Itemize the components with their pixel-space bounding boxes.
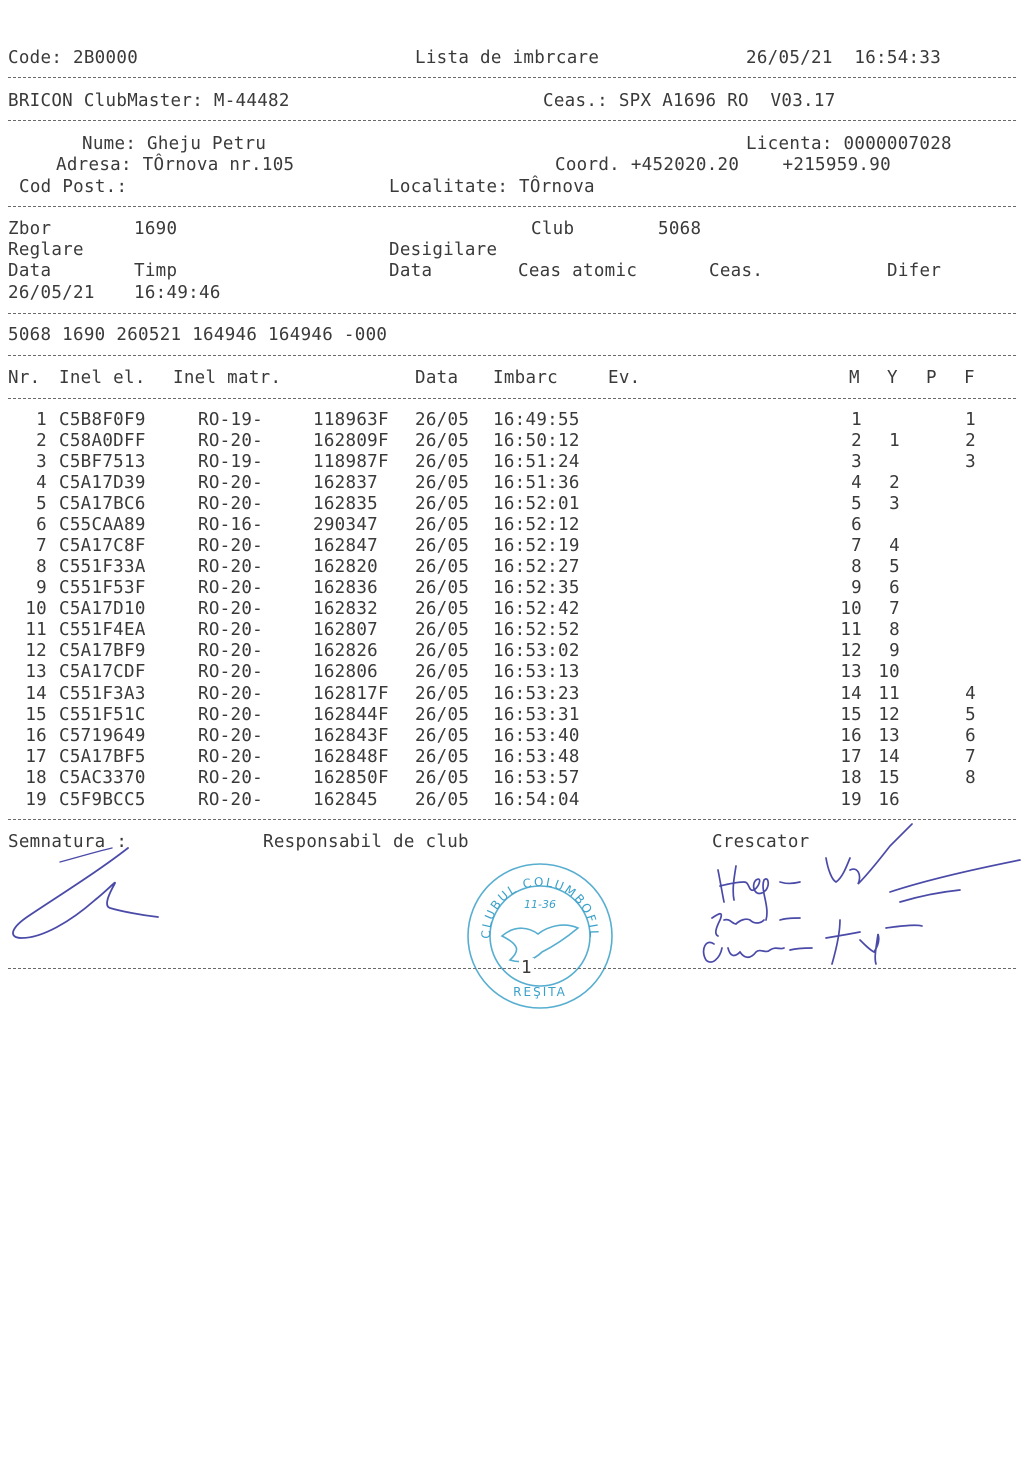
print-datetime: 26/05/21 16:54:33: [746, 48, 942, 68]
row-nr: 8: [36, 557, 47, 577]
column-header-imbarc: Imbarc: [493, 368, 559, 388]
stamp-code: 11-36: [524, 898, 556, 911]
row-date: 26/05: [415, 578, 470, 598]
row-y: 13: [878, 726, 900, 746]
row-m: 13: [840, 662, 862, 682]
table-row: [0, 557, 1024, 578]
column-header-p: P: [926, 368, 937, 388]
data-label: Data: [8, 261, 52, 281]
row-time: 16:51:36: [493, 473, 580, 493]
row-electronic-ring: C5A17CDF: [59, 662, 146, 682]
table-row: [0, 662, 1024, 683]
row-date: 26/05: [415, 473, 470, 493]
owner-license: Licenta: 0000007028: [746, 134, 952, 154]
sync-code-line: 5068 1690 260521 164946 164946 -000: [8, 325, 388, 345]
row-nr: 19: [25, 790, 47, 810]
row-ring-number: 162806: [313, 662, 379, 682]
row-date: 26/05: [415, 494, 470, 514]
owner-name: Nume: Gheju Petru: [82, 134, 267, 154]
row-time: 16:49:55: [493, 410, 580, 430]
timp-label: Timp: [134, 261, 178, 281]
row-ring-number: 162850F: [313, 768, 389, 788]
row-y: 4: [889, 536, 900, 556]
row-m: 15: [840, 705, 862, 725]
row-ring-number: 162848F: [313, 747, 389, 767]
row-m: 19: [840, 790, 862, 810]
club-number: 5068: [658, 219, 702, 239]
row-time: 16:53:57: [493, 768, 580, 788]
row-electronic-ring: C5B8F0F9: [59, 410, 146, 430]
row-time: 16:50:12: [493, 431, 580, 451]
row-date: 26/05: [415, 684, 470, 704]
row-ring-number: 162817F: [313, 684, 389, 704]
row-m: 6: [851, 515, 862, 535]
row-y: 3: [889, 494, 900, 514]
row-date: 26/05: [415, 599, 470, 619]
row-m: 3: [851, 452, 862, 472]
row-ring-number: 162843F: [313, 726, 389, 746]
row-date: 26/05: [415, 452, 470, 472]
row-date: 26/05: [415, 768, 470, 788]
owner-coordinates: Coord. +452020.20 +215959.90: [555, 155, 891, 175]
table-row: [0, 684, 1024, 705]
row-time: 16:51:24: [493, 452, 580, 472]
row-ring-prefix: RO-20-: [198, 431, 264, 451]
club-stamp: [462, 856, 618, 1016]
row-ring-prefix: RO-20-: [198, 768, 264, 788]
row-ring-number: 162809F: [313, 431, 389, 451]
row-electronic-ring: C5A17BF9: [59, 641, 146, 661]
row-time: 16:52:01: [493, 494, 580, 514]
row-f: 8: [965, 768, 976, 788]
set-time: 16:49:46: [134, 283, 221, 303]
row-nr: 16: [25, 726, 47, 746]
row-y: 8: [889, 620, 900, 640]
row-electronic-ring: C5AC3370: [59, 768, 146, 788]
table-row: [0, 494, 1024, 515]
row-time: 16:53:13: [493, 662, 580, 682]
clock-label: Ceas.: [709, 261, 764, 281]
row-f: 7: [965, 747, 976, 767]
row-ring-number: 118963F: [313, 410, 389, 430]
row-ring-prefix: RO-19-: [198, 452, 264, 472]
row-date: 26/05: [415, 410, 470, 430]
row-time: 16:52:12: [493, 515, 580, 535]
column-header-nr: Nr.: [8, 368, 41, 388]
column-header-f: F: [964, 368, 975, 388]
row-ring-prefix: RO-16-: [198, 515, 264, 535]
row-time: 16:53:40: [493, 726, 580, 746]
row-m: 14: [840, 684, 862, 704]
row-ring-prefix: RO-20-: [198, 641, 264, 661]
row-date: 26/05: [415, 641, 470, 661]
document-title: Lista de imbrcare: [415, 48, 600, 68]
row-time: 16:52:42: [493, 599, 580, 619]
row-electronic-ring: C5A17C8F: [59, 536, 146, 556]
row-nr: 6: [36, 515, 47, 535]
divider: [8, 206, 1016, 207]
row-time: 16:52:35: [493, 578, 580, 598]
row-electronic-ring: C5A17D10: [59, 599, 146, 619]
row-ring-number: 162826: [313, 641, 379, 661]
signature-label: Semnatura :: [8, 832, 128, 852]
row-ring-prefix: RO-20-: [198, 473, 264, 493]
row-y: 6: [889, 578, 900, 598]
flight-label: Zbor: [8, 219, 52, 239]
signature-image-right: [690, 820, 1024, 980]
row-y: 1: [889, 431, 900, 451]
row-ring-prefix: RO-20-: [198, 620, 264, 640]
row-ring-prefix: RO-20-: [198, 790, 264, 810]
row-nr: 3: [36, 452, 47, 472]
row-ring-number: 162845: [313, 790, 379, 810]
row-nr: 15: [25, 705, 47, 725]
row-ring-prefix: RO-20-: [198, 684, 264, 704]
row-nr: 13: [25, 662, 47, 682]
owner-address: Adresa: TÔrnova nr.105: [56, 155, 295, 175]
table-row: [0, 536, 1024, 557]
row-ring-number: 162836: [313, 578, 379, 598]
signature-image-left: [0, 840, 170, 950]
owner-postcode: Cod Post.:: [19, 177, 128, 197]
row-f: 2: [965, 431, 976, 451]
row-ring-prefix: RO-20-: [198, 578, 264, 598]
row-ring-prefix: RO-20-: [198, 747, 264, 767]
row-electronic-ring: C58A0DFF: [59, 431, 146, 451]
row-electronic-ring: C5A17BF5: [59, 747, 146, 767]
row-ring-prefix: RO-20-: [198, 599, 264, 619]
row-f: 5: [965, 705, 976, 725]
row-m: 5: [851, 494, 862, 514]
row-y: 11: [878, 684, 900, 704]
set-date: 26/05/21: [8, 283, 95, 303]
row-date: 26/05: [415, 705, 470, 725]
row-time: 16:54:04: [493, 790, 580, 810]
row-y: 7: [889, 599, 900, 619]
divider: [8, 355, 1016, 356]
row-date: 26/05: [415, 431, 470, 451]
row-nr: 17: [25, 747, 47, 767]
row-nr: 4: [36, 473, 47, 493]
table-row: [0, 452, 1024, 473]
row-ring-prefix: RO-19-: [198, 410, 264, 430]
row-date: 26/05: [415, 515, 470, 535]
row-electronic-ring: C5F9BCC5: [59, 790, 146, 810]
row-nr: 14: [25, 684, 47, 704]
row-electronic-ring: C551F53F: [59, 578, 146, 598]
row-f: 6: [965, 726, 976, 746]
row-nr: 10: [25, 599, 47, 619]
row-ring-number: 162835: [313, 494, 379, 514]
row-y: 14: [878, 747, 900, 767]
table-row: [0, 790, 1024, 811]
table-row: [0, 768, 1024, 789]
row-electronic-ring: C551F33A: [59, 557, 146, 577]
row-ring-number: 162820: [313, 557, 379, 577]
row-time: 16:52:27: [493, 557, 580, 577]
table-row: [0, 620, 1024, 641]
row-date: 26/05: [415, 662, 470, 682]
row-ring-prefix: RO-20-: [198, 494, 264, 514]
club-responsible-label: Responsabil de club: [263, 832, 469, 852]
row-ring-number: 162832: [313, 599, 379, 619]
row-y: 10: [878, 662, 900, 682]
row-date: 26/05: [415, 557, 470, 577]
row-ring-prefix: RO-20-: [198, 705, 264, 725]
column-header-ev: Ev.: [608, 368, 641, 388]
row-nr: 5: [36, 494, 47, 514]
row-ring-number: 162837: [313, 473, 379, 493]
row-time: 16:53:48: [493, 747, 580, 767]
stamp-top-text: CLUBUL COLUMBOFIL: [478, 874, 602, 940]
row-electronic-ring: C55CAA89: [59, 515, 146, 535]
atomic-clock-label: Ceas atomic: [518, 261, 638, 281]
difference-label: Difer: [887, 261, 942, 281]
row-nr: 1: [36, 410, 47, 430]
club-label: Club: [531, 219, 575, 239]
row-date: 26/05: [415, 790, 470, 810]
row-y: 16: [878, 790, 900, 810]
row-ring-number: 118987F: [313, 452, 389, 472]
row-nr: 7: [36, 536, 47, 556]
row-y: 5: [889, 557, 900, 577]
row-m: 7: [851, 536, 862, 556]
row-electronic-ring: C5A17D39: [59, 473, 146, 493]
row-electronic-ring: C551F51C: [59, 705, 146, 725]
row-m: 2: [851, 431, 862, 451]
row-date: 26/05: [415, 620, 470, 640]
row-y: 15: [878, 768, 900, 788]
row-ring-prefix: RO-20-: [198, 557, 264, 577]
row-nr: 2: [36, 431, 47, 451]
desigilare-label: Desigilare: [389, 240, 498, 260]
clock-info: Ceas.: SPX A1696 RO V03.17: [543, 91, 836, 111]
row-ring-number: 162847: [313, 536, 379, 556]
divider: [8, 968, 1016, 969]
column-header-y: Y: [887, 368, 898, 388]
row-time: 16:52:19: [493, 536, 580, 556]
row-f: 1: [965, 410, 976, 430]
stamp-bottom-text: REŞITA: [513, 985, 567, 999]
row-date: 26/05: [415, 726, 470, 746]
row-nr: 18: [25, 768, 47, 788]
reglare-label: Reglare: [8, 240, 84, 260]
row-m: 9: [851, 578, 862, 598]
breeder-label: Crescator: [712, 832, 810, 852]
row-m: 8: [851, 557, 862, 577]
table-row: [0, 705, 1024, 726]
column-header-data: Data: [415, 368, 459, 388]
row-m: 11: [840, 620, 862, 640]
row-m: 16: [840, 726, 862, 746]
row-m: 1: [851, 410, 862, 430]
table-row: [0, 515, 1024, 536]
row-ring-number: 162807: [313, 620, 379, 640]
table-row: [0, 431, 1024, 452]
row-electronic-ring: C551F3A3: [59, 684, 146, 704]
table-row: [0, 578, 1024, 599]
column-header-inel-matr: Inel matr.: [173, 368, 282, 388]
row-m: 4: [851, 473, 862, 493]
row-time: 16:53:02: [493, 641, 580, 661]
column-header-inel-el: Inel el.: [59, 368, 146, 388]
data-label: Data: [389, 261, 433, 281]
row-electronic-ring: C5BF7513: [59, 452, 146, 472]
table-row: [0, 410, 1024, 431]
row-time: 16:53:23: [493, 684, 580, 704]
row-nr: 12: [25, 641, 47, 661]
table-row: [0, 599, 1024, 620]
system-name: BRICON ClubMaster: M-44482: [8, 91, 290, 111]
row-m: 17: [840, 747, 862, 767]
page-number: 1: [521, 958, 532, 978]
row-f: 3: [965, 452, 976, 472]
table-row: [0, 726, 1024, 747]
row-time: 16:52:52: [493, 620, 580, 640]
row-electronic-ring: C551F4EA: [59, 620, 146, 640]
owner-locality: Localitate: TÔrnova: [389, 177, 595, 197]
table-row: [0, 747, 1024, 768]
row-ring-prefix: RO-20-: [198, 536, 264, 556]
row-date: 26/05: [415, 536, 470, 556]
divider: [8, 313, 1016, 314]
column-header-m: M: [849, 368, 860, 388]
row-y: 9: [889, 641, 900, 661]
row-y: 12: [878, 705, 900, 725]
row-electronic-ring: C5A17BC6: [59, 494, 146, 514]
flight-number: 1690: [134, 219, 178, 239]
row-m: 10: [840, 599, 862, 619]
row-ring-number: 290347: [313, 515, 379, 535]
divider: [8, 77, 1016, 78]
row-date: 26/05: [415, 747, 470, 767]
row-ring-prefix: RO-20-: [198, 662, 264, 682]
row-nr: 9: [36, 578, 47, 598]
row-f: 4: [965, 684, 976, 704]
table-row: [0, 641, 1024, 662]
row-ring-prefix: RO-20-: [198, 726, 264, 746]
row-time: 16:53:31: [493, 705, 580, 725]
divider: [8, 120, 1016, 121]
row-nr: 11: [25, 620, 47, 640]
row-m: 18: [840, 768, 862, 788]
table-row: [0, 473, 1024, 494]
document-code: Code: 2B0000: [8, 48, 139, 68]
row-y: 2: [889, 473, 900, 493]
row-ring-number: 162844F: [313, 705, 389, 725]
divider: [8, 398, 1016, 399]
row-m: 12: [840, 641, 862, 661]
row-electronic-ring: C5719649: [59, 726, 146, 746]
